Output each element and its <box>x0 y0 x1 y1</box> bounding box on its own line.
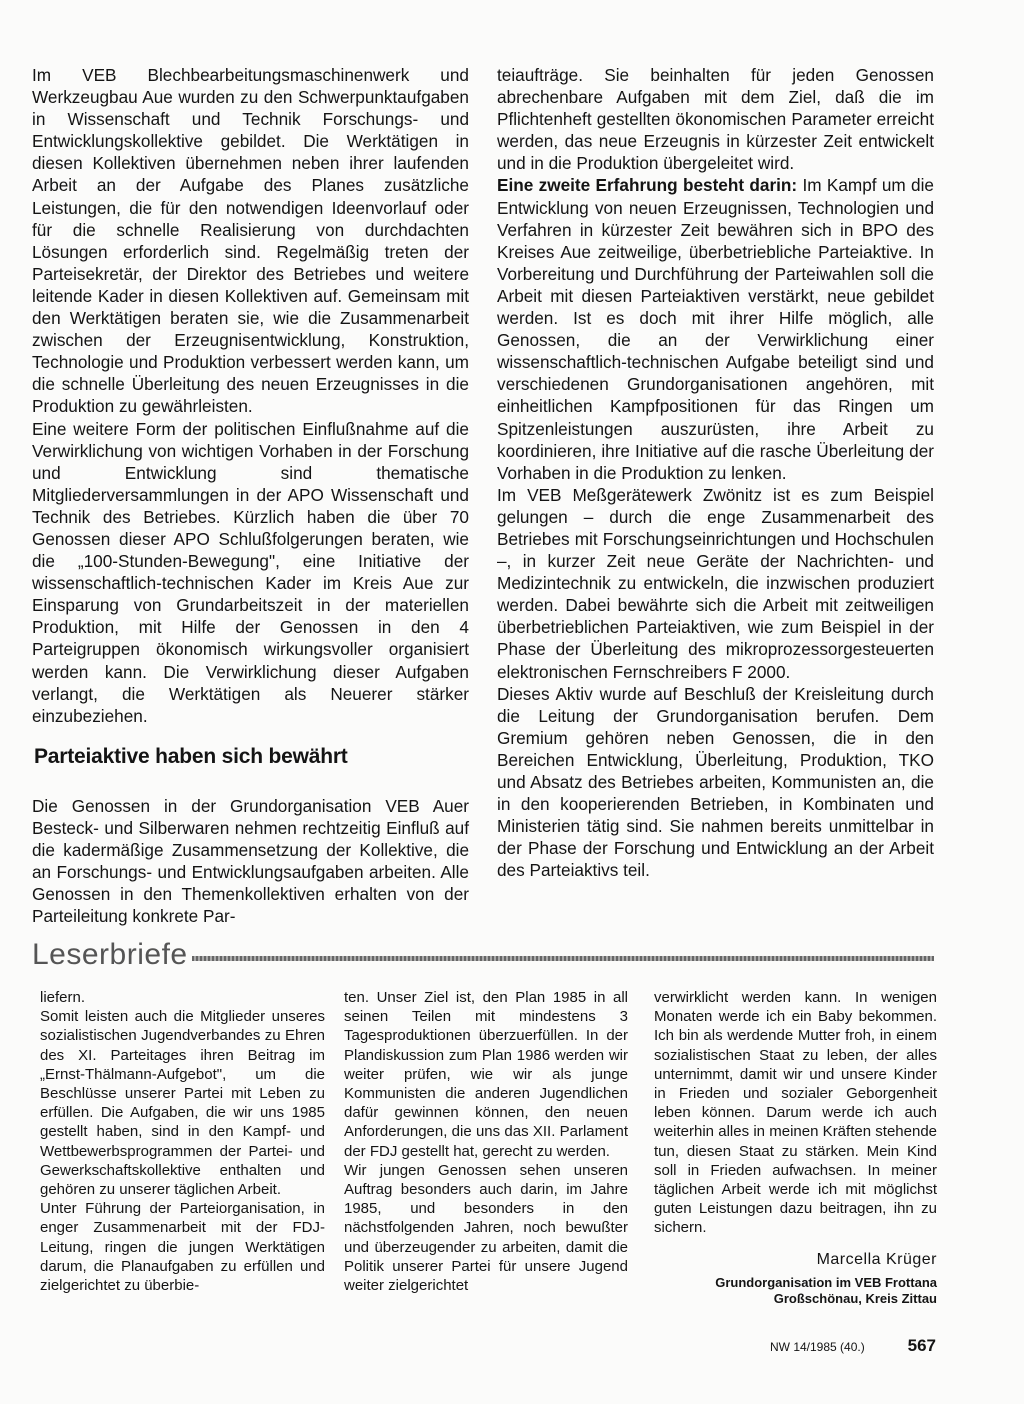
article-paragraph: Die Genossen in der Grundorganisation VEB Auer Besteck- und Silberwaren nehmen rechtzeitig Einfluß auf die kadermäßige Zusammensetzung der Kollektive, die an Forschungs- und Entwicklungsaufgaben arbeiten. Alle Genossen in den Themenkollektiven erhalten von der Parteileitung konkrete Par- <box>32 795 469 927</box>
letters-section-rule <box>192 956 934 961</box>
signature-name: Marcella Krüger <box>816 1250 937 1268</box>
article-paragraph: teiaufträge. Sie beinhalten für jeden Genossen abrechenbare Aufgaben mit dem Ziel, daß die im Pflichtenheft gestellten ökonomischen Parameter erreicht werden, das neue Erzeugnis in kürzester Zeit entwickelt und in die Produktion übergeleitet wird. <box>497 65 934 174</box>
letters-column-1 <box>40 988 325 1295</box>
page-number: 567 <box>907 1336 936 1355</box>
article-paragraph: Eine weitere Form der politischen Einflußnahme auf die Verwirklichung von wichtigen Vorhaben in der Forschung und Entwicklung sind thematische Mitgliederversammlungen in der APO Wissenschaft und Technik des Betriebes. Kürzlich haben die über 70 Genossen dieser APO Schlußfolgerungen beraten, wie die „100-Stunden-Bewegung", eine Initiative der wissenschaftlich-technischen Kader im Kreis Aue zur Einsparung von Grundarbeitszeit in der materiellen Produktion, mit Hilfe der Genossen in den 4 Parteigruppen ökonomisch wirkungsvoller organisiert werden kann. Die Verwirklichung dieser Aufgaben verlangt, die Werktätigen als Neuerer stärker einzubeziehen. <box>32 418 469 726</box>
letter-paragraph: ten. Unser Ziel ist, den Plan 1985 in all seinen Teilen mit mindestens 3 Tagesproduktionen überzuerfüllen. In der Plandiskussion zum Plan 1986 werden wir weiter prüfen, wie wir als junge Kommunisten die anderen Jugendlichen dafür gewinnen können, den neuen Anforderungen, die uns das XII. Parlament der FDJ gestellt hat, gerecht zu werden. <box>344 989 628 1160</box>
letter-paragraph: Wir jungen Genossen sehen unseren Auftrag besonders auch darin, im Jahre 1985, und besonders in den nächstfolgenden Jahren, noch bewußter und überzeugender zu arbeiten, damit die Politik unserer Partei für unsere Jugend weiter zielgerichtet <box>344 1161 628 1295</box>
page-footer <box>770 1336 936 1360</box>
section-subheading: Parteiaktive haben sich bewährt <box>34 744 348 768</box>
article-column-left <box>32 64 469 927</box>
signature-organization <box>654 1275 937 1307</box>
letters-column-2 <box>344 988 628 1295</box>
letter-paragraph: Somit leisten auch die Mitglieder unseres sozialistischen Jugendverbandes zu Ehren des XI. Parteitages ihren Beitrag im „Ernst-Thälmann-Aufgebot", um die Beschlüsse unserer Partei mit Leben zu erfüllen. Die Aufgaben, die wir uns 1985 gestellt haben, sind in den Kampf- und Wettbewerbsprogrammen der Partei- und Gewerkschaftskollektive enthalten und gehören zu unserer täglichen Arbeit. <box>40 1008 325 1199</box>
article-paragraph: Dieses Aktiv wurde auf Beschluß der Kreisleitung durch die Leitung der Grundorganisation berufen. Dem Gremium gehören neben Genossen, die in den Bereichen Entwicklung, Überleitung, Produktion, TKO und Absatz des Betriebes arbeiten, Kommunisten an, die in den kooperierenden Betrieben, in Kombinaten und Ministerien tätig sind. Sie nahmen bereits unmittelbar in der Phase der Forschung und Entwicklung an der Arbeit des Parteiaktivs teil. <box>497 683 934 881</box>
paragraph-body: Im Kampf um die Entwicklung von neuen Erzeugnissen, Technologien und Verfahren in kürzester Zeit bewähren sich in BPO des Kreises Aue zeitweilige, überbetriebliche Parteiaktive. In Vorbereitung und Durchführung der Parteiwahlen soll die Arbeit mit diesen Parteiaktiven verstärkt, neue gebildet werden. Ist es doch mit ihrer Hilfe möglich, alle Genossen, die an der Verwirklichung einer wissenschaftlich-technischen Aufgabe beteiligt sind und verschiedenen Grundorganisationen angehören, mit einheitlichen Kampfpositionen für das Ringen um Spitzenleistungen auszurüsten, ihre Arbeit zu koordinieren, ihre Initiative auf die rasche Überleitung der Vorhaben in die Produktion zu lenken. <box>497 175 934 483</box>
letters-section-title: Leserbriefe <box>32 938 188 971</box>
issue-reference: NW 14/1985 (40.) <box>770 1340 865 1354</box>
article-column-right <box>497 64 934 881</box>
article-paragraph: Im VEB Blechbearbeitungsmaschinenwerk und Werkzeugbau Aue wurden zu den Schwerpunktaufgaben in Wissenschaft und Technik Forschungs- und Entwicklungskollektive gebildet. Die Werktätigen in diesen Kollektiven übernehmen neben ihrer laufenden Arbeit an der Aufgabe des Planes zusätzliche Leistungen, die für den notwendigen Ideenvorlauf oder für die schnelle Realisierung von durchdachten Lösungen erforderlich sind. Regelmäßig treten der Parteisekretär, der Direktor des Betriebes und weitere leitende Kader in diesen Kollektiven auf. Gemeinsam mit den Werktätigen beraten sie, wie die Zusammenarbeit zwischen der Erzeugnisentwicklung, Konstruktion, Technologie und Produktion verbessert werden kann, um die schnelle Überleitung des neuen Erzeugnisses in die Produktion zu gewährleisten. <box>32 65 469 417</box>
signature-org-line: Grundorganisation im VEB Frottana <box>715 1274 937 1290</box>
letter-paragraph: Unter Führung der Parteiorganisation, in enger Zusammenarbeit mit der FDJ-Leitung, ringen die jungen Werktätigen darum, die Planaufgaben zu erfüllen und zielgerichtet zu überbie- <box>40 1200 325 1295</box>
letters-column-3 <box>654 988 937 1307</box>
article-paragraph: Im VEB Meßgerätewerk Zwönitz ist es zum Beispiel gelungen – durch die enge Zusammenarbeit des Betriebes mit Forschungseinrichtungen und Hochschulen –, in kurzer Zeit neue Geräte der Nachrichten- und Medizintechnik zu entwickeln, die inzwischen produziert werden. Dabei bewährte sich die Arbeit mit zeitweiligen überbetrieblichen Parteiaktiven, wie zum Beispiel in der Phase der Überleitung des mikroprozessorgesteuerten elektronischen Fernschreibers F 2000. <box>497 484 934 682</box>
paragraph-lead: Eine zweite Erfahrung besteht darin: <box>497 175 798 196</box>
article-paragraph-with-lead <box>497 174 934 483</box>
letter-paragraph: verwirklicht werden kann. In wenigen Monaten werde ich ein Baby bekommen. Ich bin als werdende Mutter froh, in einem sozialistischen Staat zu leben, der alles unternimmt, damit wir und unsere Kinder in Frieden und sozialer Geborgenheit leben können. Darum werde ich auch weiterhin alles in meinen Kräften stehende tun, diesen Staat zu stärken. Mein Kind soll in Frieden aufwachsen. In meiner täglichen Arbeit werde ich mit möglichst guten Leistungen dazu beitragen, ihn zu sichern. <box>654 989 937 1237</box>
letter-paragraph: liefern. <box>40 989 86 1006</box>
signature-org-line: Großschönau, Kreis Zittau <box>773 1290 937 1306</box>
